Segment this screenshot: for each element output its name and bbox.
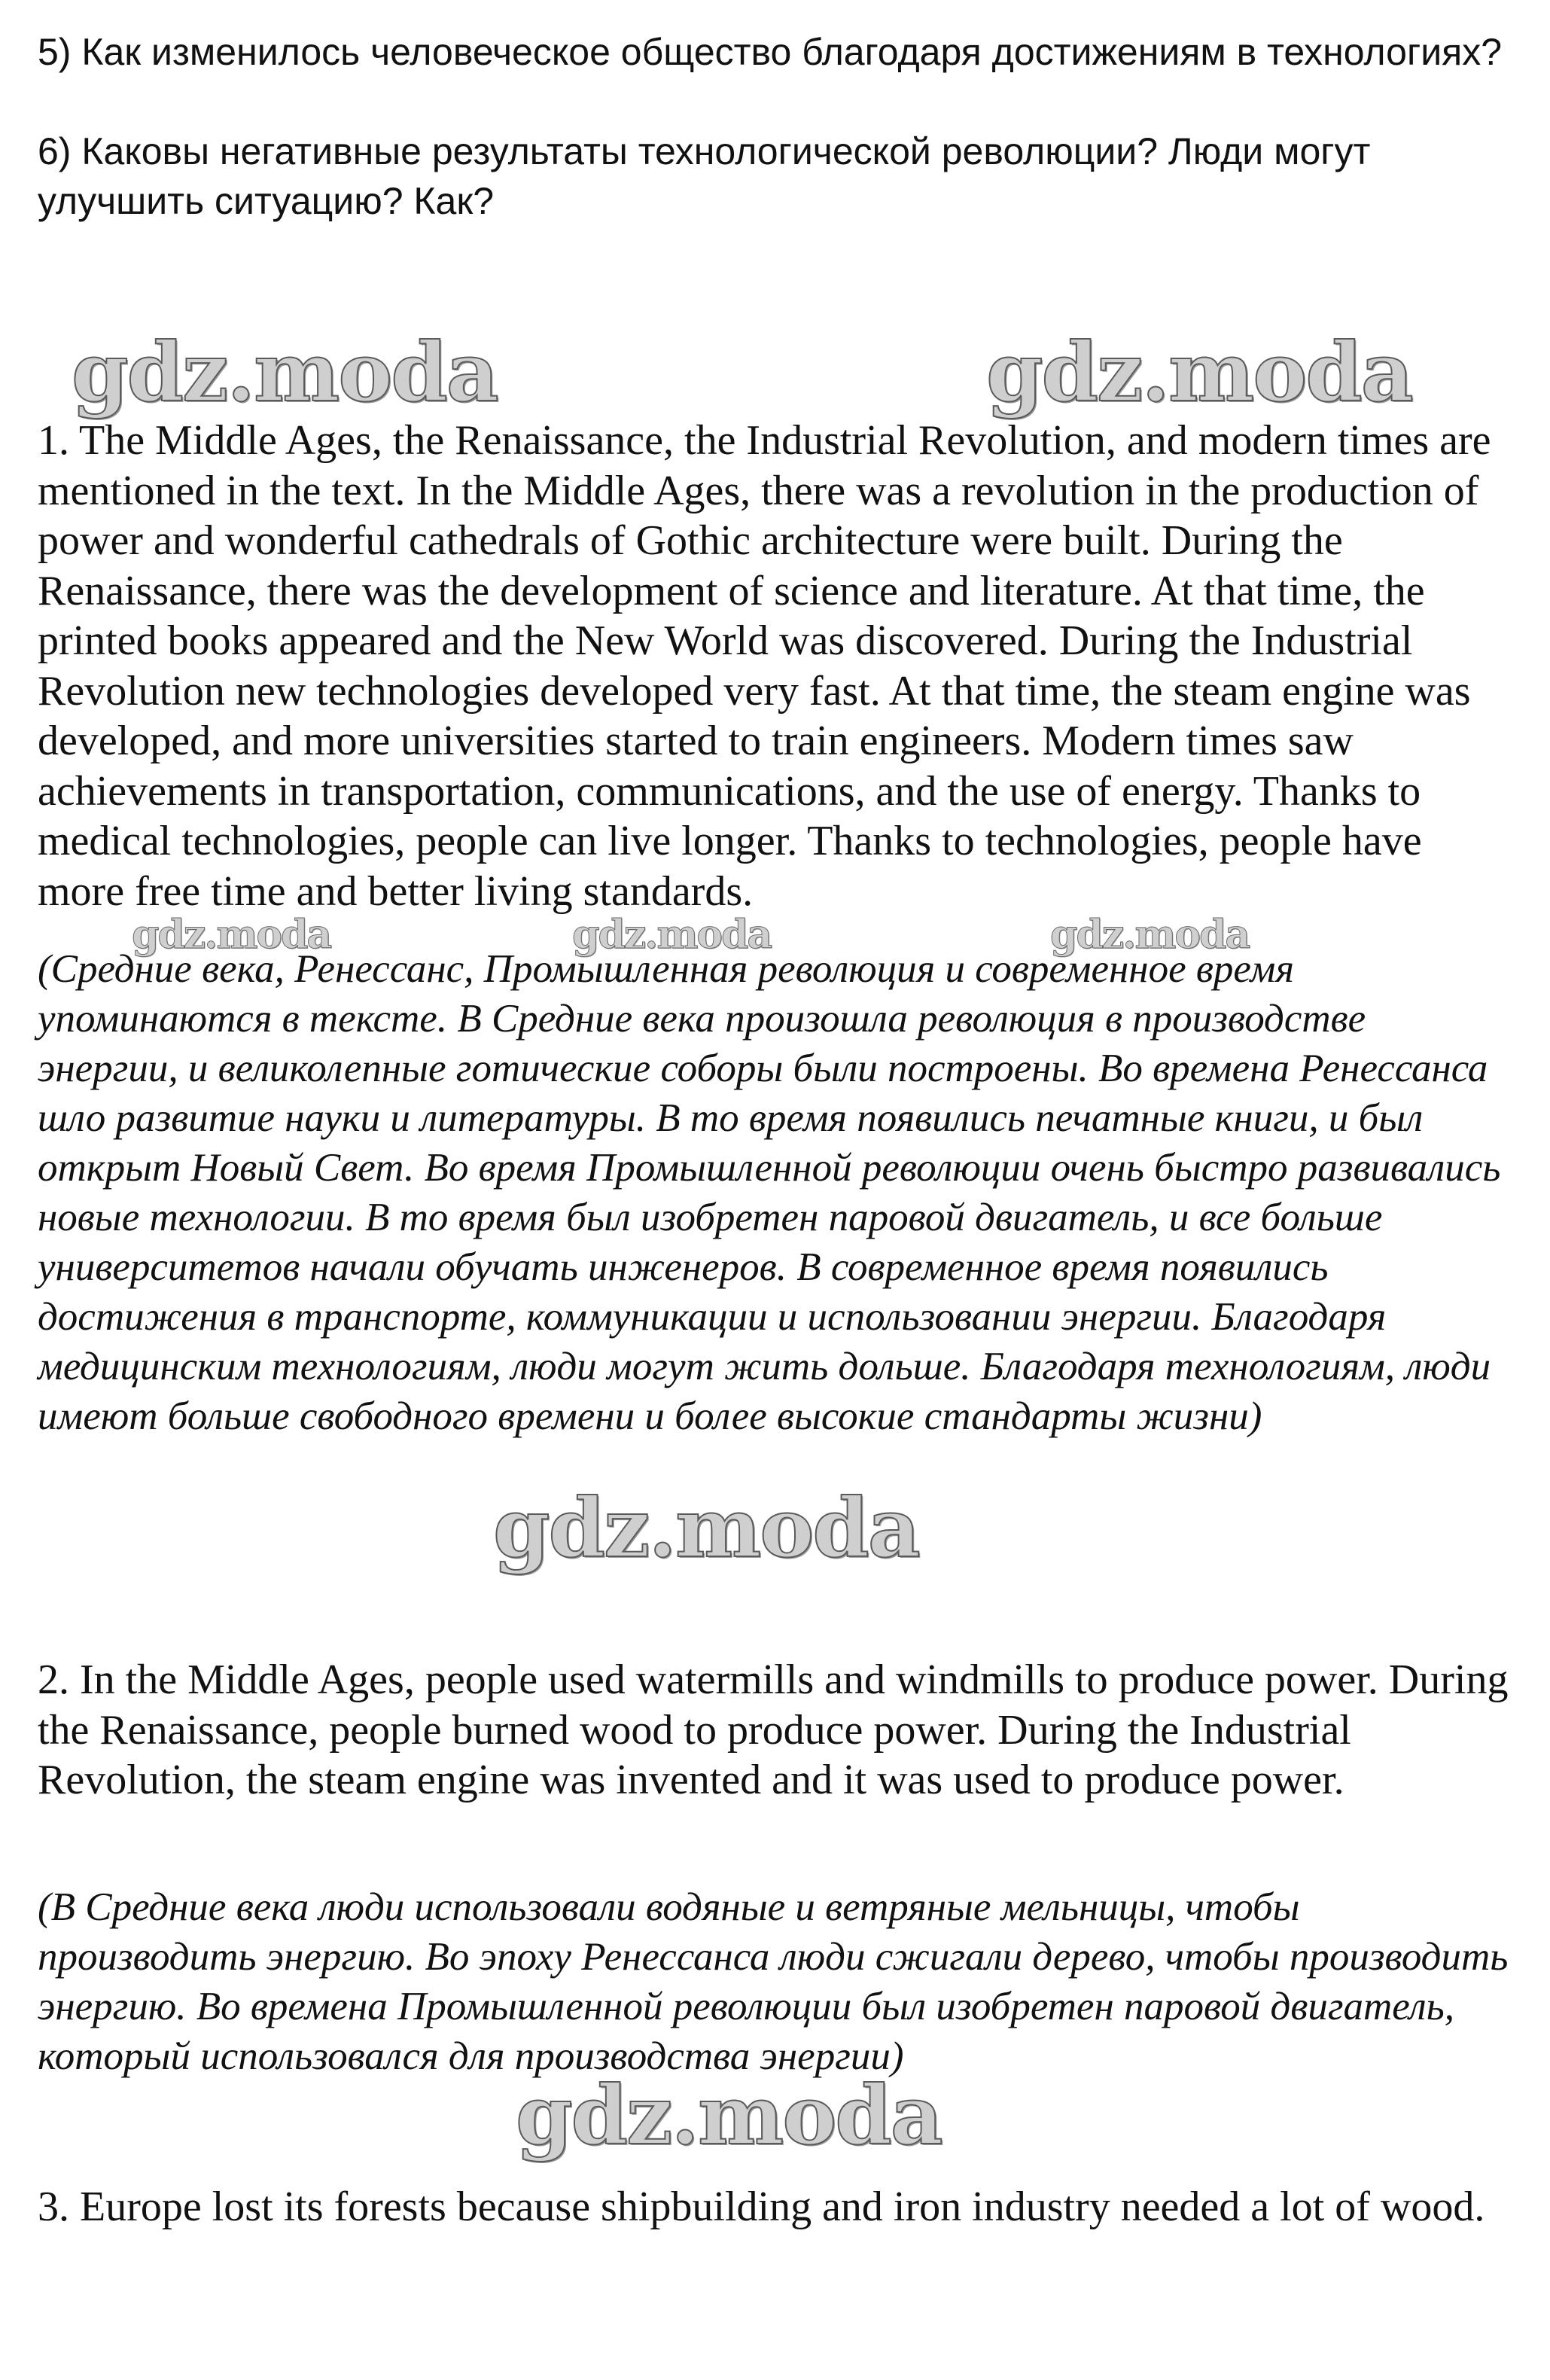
answer-2-english: 2. In the Middle Ages, people used watermills and windmills to produce power. During the Renaissance, people burned wood to produce power. During the Industrial Revolution, the steam engine was invented and it was used to produce power. bbox=[38, 1656, 1509, 1803]
answer-2-russian: (В Средние века люди использовали водяные и ветряные мельницы, чтобы производить энергию. Во эпоху Ренессанса люди сжигали дерево, чтобы производить энергию. Во времена Промышленной революции был изобретен паровой двигатель, который использовался для производства энергии) bbox=[38, 1885, 1509, 2078]
question-6: 6) Каковы негативные результаты технологической революции? Люди могут улучшить ситуацию? Как? bbox=[38, 130, 1371, 222]
watermark-logo: gdz.moda bbox=[572, 912, 772, 958]
question-5: 5) Как изменилось человеческое общество благодаря достижениям в технологиях? bbox=[38, 31, 1503, 73]
answer-3-english: 3. Europe lost its forests because shipbuilding and iron industry needed a lot of wood. bbox=[38, 2183, 1485, 2230]
watermark-logo: gdz.moda bbox=[72, 325, 498, 420]
watermark-logo: gdz.moda bbox=[1050, 912, 1250, 958]
watermark-logo: gdz.moda bbox=[132, 912, 331, 958]
answer-1-english: 1. The Middle Ages, the Renaissance, the Industrial Revolution, and modern times are mentioned in the text. In the Middle Ages, there was a revolution in the production of power and wonderful cathedrals of Gothic architecture were built. During the Renaissance, there was the development of science and literature. At that time, the printed books appeared and the New World was discovered. During the Industrial Revolution new technologies developed very fast. At that time, the steam engine was developed, and more universities started to train engineers. Modern times saw achievements in transportation, communications, and the use of energy. Thanks to medical technologies, people can live longer. Thanks to technologies, people have more free time and better living standards. bbox=[38, 417, 1491, 915]
watermark-logo: gdz.moda bbox=[493, 1481, 919, 1576]
watermark-logo: gdz.moda bbox=[516, 2068, 942, 2163]
answer-1-russian: (Средние века, Ренессанс, Промышленная революция и современное время упоминаются в тексте. В Средние века произошла революция в производстве энергии, и великолепные готические соборы были построены. Во времена Ренессанса шло развитие науки и литературы. В то время появились печатные книги, и был открыт Новый Свет. Во время Промышленной революции очень быстро развивались новые технологии. В то время был изобретен паровой двигатель, и все больше университетов начали обучать инженеров. В современное время появились достижения в транспорте, коммуникации и использовании энергии. Благодаря медицинским технологиям, люди могут жить дольше. Благодаря технологиям, люди имеют больше свободного времени и более высокие стандарты жизни) bbox=[38, 947, 1501, 1438]
watermark-logo: gdz.moda bbox=[986, 325, 1412, 420]
